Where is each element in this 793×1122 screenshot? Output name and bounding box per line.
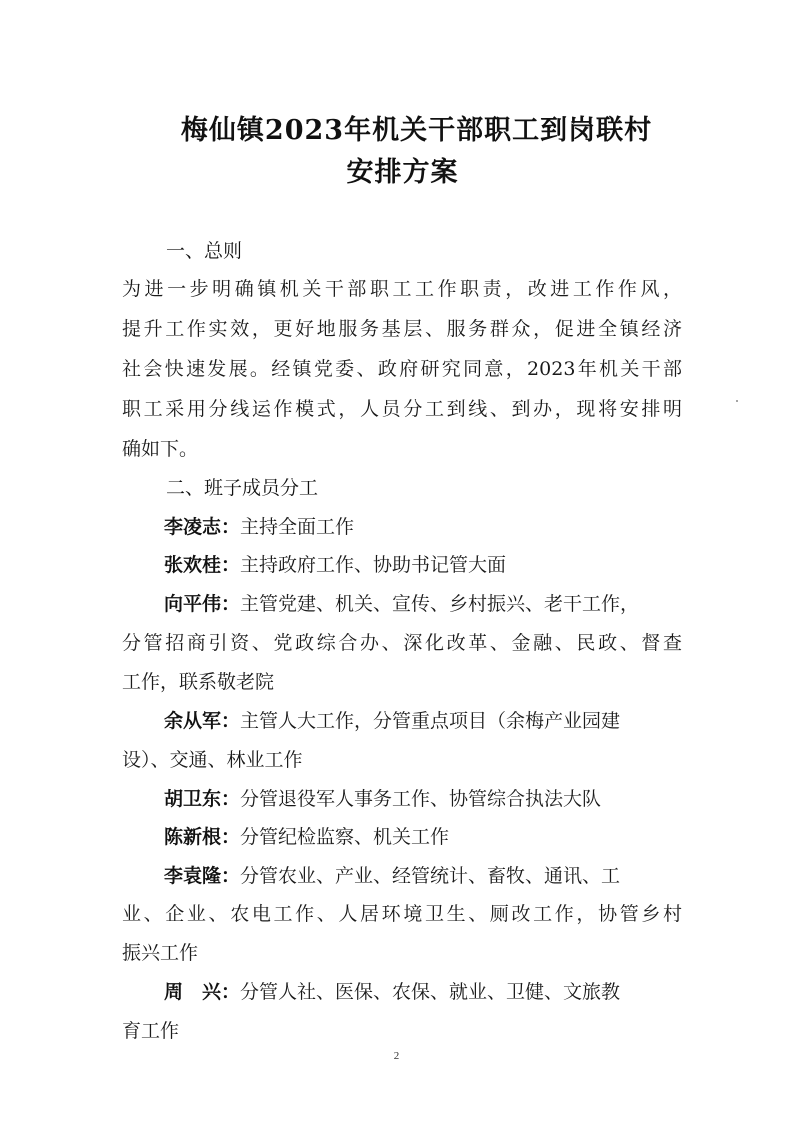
member-name: 陈新根： (164, 826, 241, 848)
scan-speck (736, 400, 738, 402)
member-entry (164, 861, 620, 888)
member-entry (164, 589, 639, 616)
member-duty-continued: 工作，联系敬老院 (122, 671, 275, 693)
member-entry (164, 784, 601, 811)
paragraph-line: 确如下。 (122, 438, 199, 460)
member-name: 周 兴： (164, 981, 241, 1003)
member-duty: 分管退役军人事务工作、协管综合执法大队 (240, 788, 602, 810)
member-entry (164, 977, 620, 1004)
member-duty-continued: 业、企业、农电工作、人居环境卫生、厕改工作，协管乡村 (122, 903, 682, 925)
document-title-line2: 安排方案 (346, 157, 459, 188)
document-title-line1: 梅仙镇2023年机关干部职工到岗联村 (180, 115, 653, 146)
member-duty: 主管党建、机关、宣传、乡村振兴、老干工作， (240, 593, 640, 615)
member-entry (164, 512, 354, 539)
paragraph-line: 提升工作实效，更好地服务基层、服务群众，促进全镇经济 (122, 318, 682, 340)
member-name: 胡卫东： (164, 788, 241, 810)
member-name: 李袁隆： (164, 865, 241, 887)
member-duty-continued: 分管招商引资、党政综合办、深化改革、金融、民政、督查 (122, 632, 682, 654)
section-heading-members: 二、班子成员分工 (166, 477, 319, 499)
member-entry (164, 550, 506, 577)
section-heading-general: 一、总则 (166, 240, 243, 262)
member-entry (164, 822, 449, 849)
member-duty-continued: 育工作 (122, 1020, 180, 1042)
member-duty: 主持政府工作、协助书记管大面 (240, 554, 507, 576)
member-name: 李凌志： (164, 516, 241, 538)
member-duty: 主持全面工作 (240, 516, 355, 538)
member-duty: 主管人大工作，分管重点项目（余梅产业园建 (240, 710, 621, 732)
member-duty-continued: 振兴工作 (122, 942, 199, 964)
paragraph-line: 社会快速发展。经镇党委、政府研究同意，2023年机关干部 (122, 358, 682, 380)
member-name: 向平伟： (164, 593, 241, 615)
member-name: 张欢桂： (164, 554, 241, 576)
paragraph-line: 为进一步明确镇机关干部职工工作职责，改进工作作风， (122, 278, 682, 300)
member-duty: 分管纪检监察、机关工作 (240, 826, 450, 848)
member-name: 余从军： (164, 710, 241, 732)
member-duty: 分管人社、医保、农保、就业、卫健、文旅教 (240, 981, 621, 1003)
member-duty-continued: 设）、交通、林业工作 (122, 749, 303, 771)
page-number: 2 (393, 1050, 400, 1062)
paragraph-line: 职工采用分线运作模式，人员分工到线、到办，现将安排明 (122, 398, 682, 420)
member-duty: 分管农业、产业、经管统计、畜牧、通讯、工 (240, 865, 621, 887)
member-entry (164, 706, 620, 733)
